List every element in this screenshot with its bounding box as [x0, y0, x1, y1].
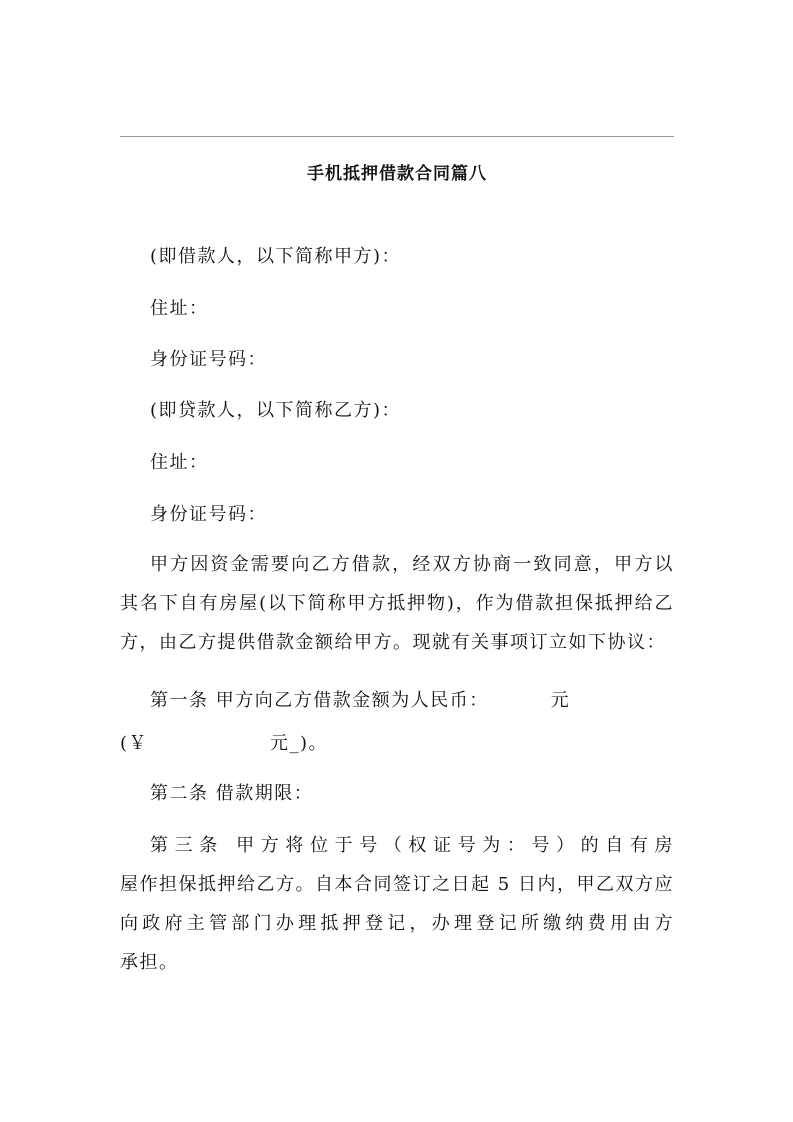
party-b-address-label: 住址：	[150, 452, 209, 473]
article-1-text: 第一条 甲方向乙方借款金额为人民币：	[150, 690, 489, 711]
article-1-line-2	[120, 731, 328, 757]
article-3-line-3	[120, 904, 674, 943]
article-1-yuan-prefix: (￥	[120, 733, 149, 754]
article-3-line-2: 屋作担保抵押给乙方。自本合同签订之日起 5 日内，甲乙双方应	[120, 874, 674, 895]
party-a-id-label: 身份证号码：	[150, 349, 267, 370]
article-3-paragraph	[120, 826, 674, 982]
article-1-yuan-unit: 元_)。	[270, 733, 329, 754]
article-3-line-3-party: 方	[654, 913, 674, 934]
party-a-role-line: (即借款人，以下简称甲方)：	[150, 246, 402, 267]
article-1-unit: 元	[550, 690, 571, 711]
party-a-address-label: 住址：	[150, 298, 209, 319]
header-divider	[120, 136, 674, 137]
article-2-text: 第二条 借款期限：	[150, 783, 314, 804]
intro-paragraph	[120, 545, 674, 662]
party-b-id-label: 身份证号码：	[150, 504, 267, 525]
article-1-line-1	[150, 688, 570, 714]
document-title: 手机抵押借款合同篇八	[307, 164, 487, 184]
article-3-part-3: 号）的自有房	[531, 835, 675, 856]
intro-line-3: 方，由乙方提供借款金额给甲方。现就有关事项订立如下协议：	[120, 632, 666, 653]
intro-line-1: 甲方因资金需要向乙方借款，经双方协商一致同意，甲方以	[150, 554, 674, 575]
article-3-line-1	[120, 826, 674, 865]
party-b-role-line: (即贷款人，以下简称乙方)：	[150, 400, 402, 421]
article-3-line-4: 承担。	[120, 952, 179, 973]
intro-line-2: 其名下自有房屋(以下简称甲方抵押物)，作为借款担保抵押给乙	[120, 593, 674, 614]
article-3-part-2: 号（权证号为：	[359, 835, 532, 856]
article-3-line-3-text: 向政府主管部门办理抵押登记，办理登记所缴纳费用由	[120, 913, 655, 934]
article-3-part-1: 第三条 甲方将位于	[150, 835, 360, 856]
